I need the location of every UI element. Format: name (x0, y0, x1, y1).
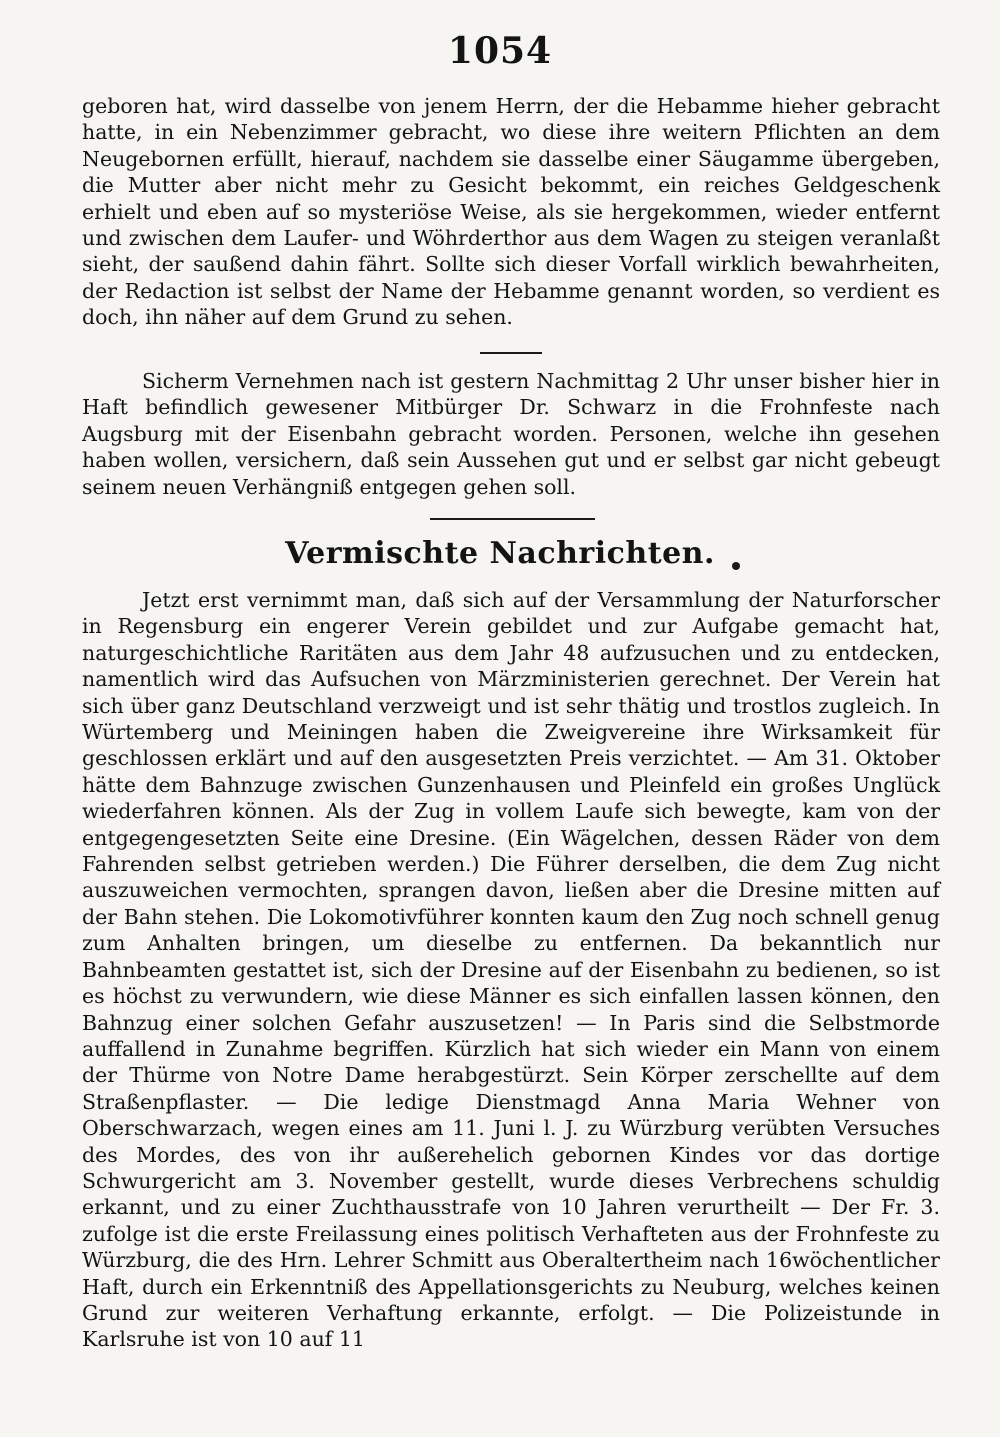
article-divider (480, 352, 542, 354)
article-hebamme (82, 93, 940, 331)
article-paragraph: Sicherm Vernehmen nach ist gestern Nachmittag 2 Uhr unser bisher hier in Haft befindlich gewesener Mitbürger Dr. Schwarz in die Frohnfeste nach Augsburg mit der Eisenbahn gebracht worden. Personen, welche ihn gesehen haben wollen, versichern, daß sein Aussehen gut und er selbst gar nicht gebeugt seinem neuen Verhängniß entgegen gehen soll. (82, 369, 940, 499)
print-mark (732, 562, 740, 570)
page-number: 1054 (447, 30, 553, 72)
article-schwarz (82, 368, 940, 500)
section-divider (430, 518, 595, 520)
article-paragraph: geboren hat, wird dasselbe von jenem Herrn, der die Hebamme hieher gebracht hatte, in ein Nebenzimmer gebracht, wo diese ihre weitern Pflichten an dem Neugebornen erfüllt, hierauf, nachdem sie dasselbe einer Säugamme übergeben, die Mutter aber nicht mehr zu Gesicht bekommt, ein reiches Geldgeschenk erhielt und eben auf so mysteriöse Weise, als sie hergekommen, wieder entfernt und zwischen dem Laufer- und Wöhrderthor aus dem Wagen zu steigen veranlaßt sieht, der saußend dahin fährt. Sollte sich dieser Vorfall wirklich bewahrheiten, der Redaction ist selbst der Name der Hebamme genannt worden, so verdient es doch, ihn näher auf dem Grund zu sehen. (82, 94, 940, 330)
section-heading: Vermischte Nachrichten. (285, 536, 715, 571)
article-vermischte (82, 587, 940, 1353)
article-paragraph: Jetzt erst vernimmt man, daß sich auf der Versammlung der Naturforscher in Regensburg ein engerer Verein gebildet und zur Aufgabe gemacht hat, naturgeschichtliche Raritäten aus dem Jahr 48 aufzusuchen und zu entdecken, namentlich wird das Aufsuchen von Märzministerien gerechnet. Der Verein hat sich über ganz Deutschland verzweigt und ist sehr thätig und trostlos zugleich. In Würtemberg und Meiningen haben die Zweigvereine ihre Wirksamkeit für geschlossen erklärt und auf den ausgesetzten Preis verzichtet. — Am 31. Oktober hätte dem Bahnzuge zwischen Gunzenhausen und Pleinfeld ein großes Unglück wiederfahren können. Als der Zug in vollem Laufe sich bewegte, kam von der entgegengesetzten Seite eine Dresine. (Ein Wägelchen, dessen Räder von dem Fahrenden selbst getrieben werden.) Die Führer derselben, die dem Zug nicht auszuweichen vermochten, sprangen davon, ließen aber die Dresine mitten auf der Bahn stehen. Die Lokomotivführer konnten kaum den Zug noch schnell genug zum Anhalten bringen, um dieselbe zu entfernen. Da bekanntlich nur Bahnbeamten gestattet ist, sich der Dresine auf der Eisenbahn zu bedienen, so ist es höchst zu verwundern, wie diese Männer es sich einfallen lassen können, den Bahnzug einer solchen Gefahr auszusetzen! — In Paris sind die Selbstmorde auffallend in Zunahme begriffen. Kürzlich hat sich wieder ein Mann von einem der Thürme von Notre Dame herabgestürzt. Sein Körper zerschellte auf dem Straßenpflaster. — Die ledige Dienstmagd Anna Maria Wehner von Oberschwarzach, wegen eines am 11. Juni l. J. zu Würzburg verübten Versuches des Mordes, des von ihr außerehelich gebornen Kindes vor das dortige Schwurgericht am 3. November gestellt, wurde dieses Verbrechens schuldig erkannt, und zu einer Zuchthausstrafe von 10 Jahren verurtheilt — Der Fr. 3. zufolge ist die erste Freilassung eines politisch Verhafteten aus der Frohnfeste zu Würzburg, die des Hrn. Lehrer Schmitt aus Oberaltertheim nach 16wöchentlicher Haft, durch ein Erkenntniß des Appellationsgerichts zu Neuburg, welches keinen Grund zur weiteren Verhaftung erkannte, erfolgt. — Die Polizeistunde in Karlsruhe ist von 10 auf 11 (82, 588, 940, 1352)
